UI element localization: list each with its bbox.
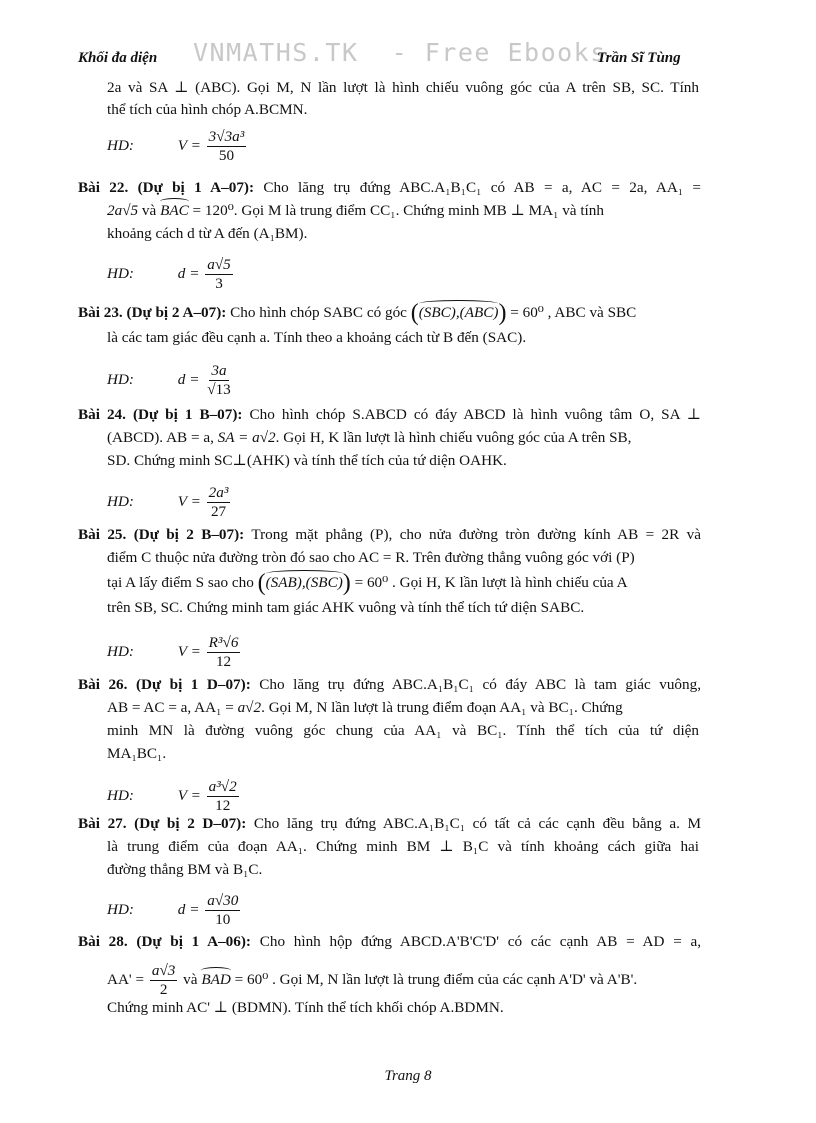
problem-text: Cho hình chóp SABC có góc [230, 304, 407, 321]
problem-24-line-1 [78, 405, 701, 425]
problem-text: và [141, 202, 157, 219]
problem-label: Bài 22. [78, 179, 129, 196]
header-title: Khối đa diện [78, 50, 158, 66]
problem-source: (Dự bị 1 D–07): [135, 676, 251, 693]
problem-26-line-3: minh MN là đường vuông góc chung của AA₁ và BC₁. Tính thể tích của tứ diện [107, 722, 699, 739]
problem-25-line-1 [78, 525, 701, 545]
problem-text: Cho hình hộp đứng ABCD.A'B'C'D' có các cạnh AB = AD = a, [259, 933, 702, 950]
hd-label: HD: [107, 264, 134, 282]
hd-label: HD: [107, 492, 134, 510]
hd-label: HD: [107, 136, 134, 154]
problem-text: Cho lăng trụ đứng ABC.A₁B₁C₁ có tất cả các cạnh đều bằng a. M [253, 815, 702, 832]
problem-text: Cho lăng trụ đứng ABC.A₁B₁C₁ có AB = a, AC = 2a, AA₁ = [263, 179, 701, 196]
problem-text: = 120⁰. Gọi M là trung điểm CC₁. Chứng minh MB ⊥ MA₁ và tính [192, 202, 604, 219]
angle-symbol: (SAB),(SBC) [265, 574, 343, 591]
formula-fraction [205, 362, 233, 399]
problem-source: (Dự bị 2 D–07): [134, 815, 247, 832]
formula-lhs: V = [177, 642, 201, 660]
formula-fraction [207, 778, 239, 815]
formula-denominator: 12 [215, 797, 231, 814]
problem-28-line-3: Chứng minh AC' ⊥ (BDMN). Tính thể tích khối chóp A.BDMN. [107, 999, 504, 1016]
formula-fraction [207, 128, 247, 165]
problem-text: (ABCD). AB = a, [107, 429, 214, 446]
problem-25-line-3 [107, 570, 628, 596]
problem-26-line-4: MA₁BC₁. [107, 745, 167, 762]
formula-denominator: 12 [215, 653, 232, 670]
problem-24-line-3: SD. Chứng minh SC⊥(AHK) và tính thể tích của tứ diện OAHK. [107, 452, 507, 469]
problem-22-line-3: khoảng cách d từ A đến (A₁BM). [107, 225, 308, 242]
formula-fraction [205, 256, 233, 293]
intro-hd-row [107, 128, 248, 165]
formula-lhs: d = [177, 264, 200, 282]
problem-24-hd-row [107, 484, 232, 521]
inline-fraction [150, 962, 178, 999]
problem-26-line-1 [78, 675, 701, 695]
formula-fraction [207, 634, 241, 671]
problem-text: . Gọi H, K lần lượt là hình chiếu vuông góc của A trên SB, [275, 429, 632, 446]
problem-25-line-2: điểm C thuộc nửa đường tròn đó sao cho AC = R. Trên đường thẳng vuông góc với (P) [107, 549, 635, 566]
fraction-numerator: a√3 [151, 962, 176, 979]
problem-26-line-2 [107, 698, 623, 718]
formula-denominator: 10 [215, 911, 231, 928]
problem-25-hd-row [107, 634, 242, 671]
problem-22-line-1 [78, 178, 701, 198]
hd-label: HD: [107, 900, 134, 918]
hd-label: HD: [107, 786, 134, 804]
problem-label: Bài 27. [78, 815, 127, 832]
hd-label: HD: [107, 370, 134, 388]
problem-label: Bài 23. [78, 304, 123, 321]
problem-source: (Dự bị 2 B–07): [133, 526, 245, 543]
intro-line-1: 2a và SA ⊥ (ABC). Gọi M, N lần lượt là hình chiếu vuông góc của A trên SB, SC. Tính [107, 79, 699, 96]
page-number: Trang 8 [384, 1068, 432, 1084]
problem-text: Cho hình chóp S.ABCD có đáy ABCD là hình vuông tâm O, SA ⊥ [249, 406, 702, 423]
formula-numerator: 3a [211, 362, 227, 379]
formula-fraction [205, 892, 240, 929]
formula-denominator: 27 [210, 503, 227, 520]
problem-text: = 60⁰ . Gọi H, K lần lượt là hình chiếu của A [354, 574, 628, 591]
formula-denominator: 3 [215, 275, 223, 292]
formula-lhs: d = [177, 900, 200, 918]
problem-27-line-2: là trung điểm của đoạn AA₁. Chứng minh BM ⊥ B₁C và tính khoảng cách giữa hai [107, 838, 699, 855]
problem-text: Trong mặt phẳng (P), cho nửa đường tròn đường kính AB = 2R và [251, 526, 701, 543]
problem-text: AB = AC = a, AA₁ = [107, 699, 234, 716]
fraction-denominator: 2 [159, 981, 168, 998]
formula-lhs: d = [177, 370, 200, 388]
watermark: VNMATHS.TK - Free Ebooks [193, 38, 607, 67]
problem-27-line-1 [78, 814, 701, 834]
formula-lhs: V = [177, 492, 201, 510]
angle-symbol: BAC [160, 202, 189, 219]
math-expr: 2a√5 [107, 202, 139, 219]
problem-22-hd-row [107, 256, 235, 293]
problem-text: tại A lấy điểm S sao cho [107, 574, 254, 591]
problem-text: Cho lăng trụ đứng ABC.A₁B₁C₁ có đáy ABC là tam giác vuông, [259, 676, 701, 693]
formula-numerator: a√5 [207, 256, 231, 273]
problem-text: = 60⁰ . Gọi M, N lần lượt là trung điểm của các cạnh A'D' và A'B'. [234, 970, 638, 988]
problem-28-line-1 [78, 932, 701, 952]
angle-symbol: BAD [201, 970, 231, 988]
formula-denominator: √13 [207, 381, 231, 398]
problem-26-hd-row [107, 778, 241, 815]
formula-lhs: V = [177, 136, 201, 154]
formula-numerator: R³√6 [208, 634, 239, 651]
problem-label: Bài 28. [78, 933, 128, 950]
formula-numerator: 2a³ [208, 484, 229, 501]
header-author: Trần Sĩ Tùng [597, 50, 681, 66]
hd-label: HD: [107, 642, 134, 660]
problem-23-hd-row [107, 362, 235, 399]
problem-27-line-3: đường thẳng BM và B₁C. [107, 861, 263, 878]
problem-27-hd-row [107, 892, 242, 929]
problem-label: Bài 25. [78, 526, 127, 543]
formula-numerator: 3√3a³ [208, 128, 245, 145]
formula-numerator: a√30 [207, 892, 239, 909]
angle-symbol: (SBC),(ABC) [418, 304, 499, 321]
formula-fraction [207, 484, 231, 521]
math-expr: a√2 [237, 699, 262, 716]
problem-text: = 60⁰ , ABC và SBC [510, 304, 637, 321]
formula-denominator: 50 [218, 147, 235, 164]
paren-open: ( [410, 300, 419, 326]
problem-text: và [183, 970, 198, 988]
problem-text: . Gọi M, N lần lượt là trung điểm đoạn AA₁ và BC₁. Chứng [261, 699, 623, 716]
formula-numerator: a³√2 [208, 778, 237, 795]
formula-lhs: V = [177, 786, 201, 804]
intro-line-2: thể tích của hình chóp A.BCMN. [107, 101, 308, 118]
paren-open: ( [257, 570, 266, 596]
problem-22-line-2 [107, 201, 604, 221]
problem-source: (Dự bị 1 A–07): [137, 179, 255, 196]
problem-24-line-2 [107, 428, 631, 448]
paren-close: ) [498, 300, 507, 326]
problem-23-line-1 [78, 300, 637, 326]
problem-source: (Dự bị 2 A–07): [126, 304, 227, 321]
problem-source: (Dự bị 1 B–07): [132, 406, 243, 423]
problem-label: Bài 26. [78, 676, 128, 693]
paren-close: ) [342, 570, 351, 596]
problem-25-line-4: trên SB, SC. Chứng minh tam giác AHK vuông và tính thể tích tứ diện SABC. [107, 599, 585, 616]
problem-text: AA' = [107, 970, 145, 988]
problem-source: (Dự bị 1 A–06): [136, 933, 251, 950]
math-expr: SA = a√2 [217, 429, 276, 446]
problem-label: Bài 24. [78, 406, 126, 423]
problem-23-line-2: là các tam giác đều cạnh a. Tính theo a khoảng cách từ B đến (SAC). [107, 329, 527, 346]
problem-28-line-2 [107, 962, 637, 999]
